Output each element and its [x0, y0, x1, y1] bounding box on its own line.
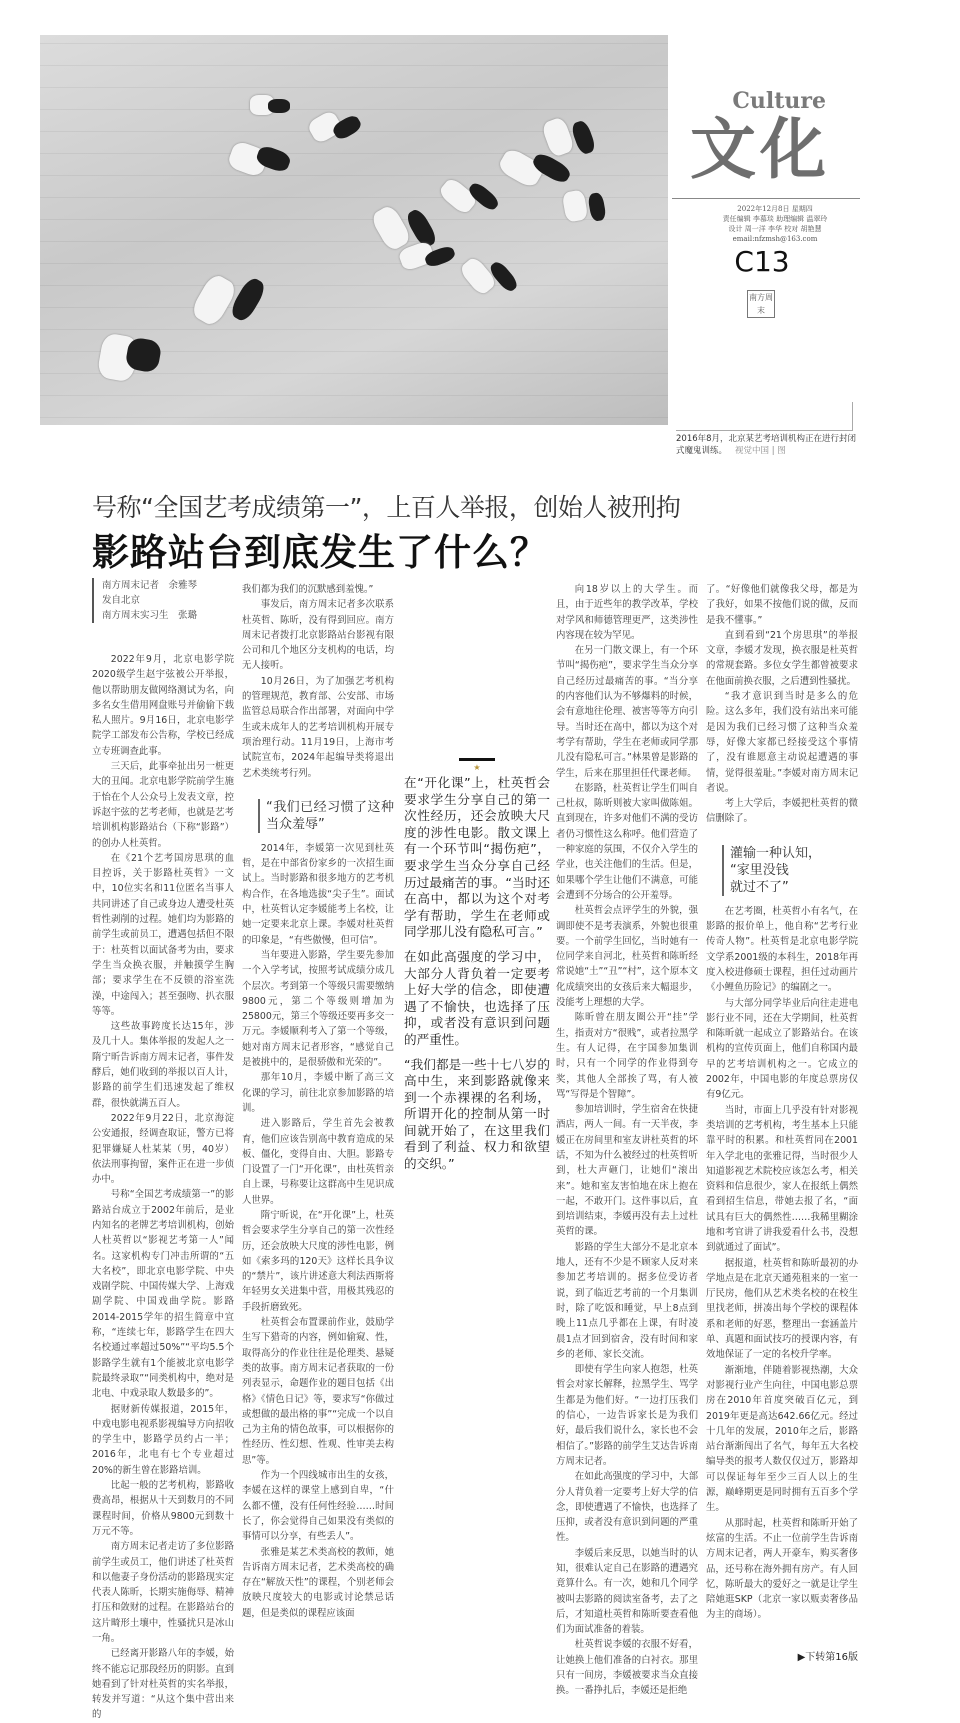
article-paragraph: 10月26日，为了加强艺考机构的管理规范，教育部、公安部、市场监管总局联合作出部署，对面向中学生或未成年人的艺考培训机构开展专项治理行动。11月19日，上海市考试院宣布，2024年起编导类将退出艺术类统考行列。: [242, 675, 394, 779]
article-paragraph: 李媛后来反思，以她当时的认知，很难认定自己在影路的遭遇究竟算什么。有一次，她和几个同学被叫去影路的阅读室备考，去了之后，才知道杜英哲和陈昕要查看他们为面试准备的着装。: [556, 1547, 698, 1636]
floor-plank: [40, 263, 668, 264]
student-figure-dark: [228, 275, 268, 324]
article-paragraph: 考上大学后，李媛把杜英哲的微信删除了。: [706, 798, 858, 825]
student-figure-dark: [570, 119, 597, 156]
student-figure: [562, 189, 589, 222]
pull-quote-paragraph: “我们都是一些十七八岁的高中生，来到影路就像来到一个赤裸裸的名利场，所谓开化的控制从第一时间就开始了，在这里我们看到了利益、权力和欲望的交织。”: [404, 1056, 550, 1172]
byline-dateline: 发自北京: [102, 595, 141, 606]
article-paragraph: 在艺考圈，杜英哲小有名气，在影路的报价单上，他自称“艺考行业传奇人物”。杜英哲是北京电影学院文学系2001级的本科生，2018年再度入校进修硕士课程，担任过动画片《小鲤鱼历险记》的编剧之一。: [706, 905, 858, 994]
pull-quote-paragraph: 在如此高强度的学习中，大部分人背负着一定要考上好大学的信念，即使遭遇了不愉快，也选择了压抑，或者没有意识到问题的严重性。: [404, 948, 550, 1047]
floor-plank: [40, 65, 668, 66]
floor-plank: [40, 329, 668, 330]
photo-credit: 视觉中国 | 图: [735, 446, 786, 456]
article-paragraph: 三天后，此事牵扯出另一桩更大的丑闻。北京电影学院前学生施于怡在个人公众号上发表文章，控诉赵宇弦的艺考老师，也就是艺考培训机构影路站台（下称“影路”）的创办人杜英哲。: [92, 761, 234, 849]
article-paragraph: 在影路，杜英哲让学生们叫自己杜叔，陈昕则被大家叫做陈姐。直到现在，许多对他们不满的受访者仍习惯性这么称呼。他们营造了一种家庭的氛围，不仅介入学生的学业，也关注他们的生活。但是，如果哪个学生让他们不满意，可能会遭到不分场合的公开羞辱。: [556, 782, 698, 901]
floor-plank: [40, 175, 668, 176]
article-paragraph: 2022年9月22日，北京海淀公安通报，经调查取证，警方已将犯罪嫌疑人杜某某（男，40岁）依法刑事拘留，案件正在进一步侦办中。: [92, 1112, 234, 1186]
article-paragraph: 影路的学生大部分不是北京本地人，还有不少是不顾家人反对来参加艺考培训的。据多位受访者说，到了临近艺考前的一个月集训时，除了吃饭和睡觉，早上8点到晚上11点几乎都在上课，有时凌晨1点才回到宿舍，没有时间和家乡的老师、家长交流。: [556, 1241, 698, 1360]
article-paragraph: 陈昕曾在朋友圈公开“挂”学生，指责对方“很贱”，或者拉黑学生。有人记得，在宇国参加集训时，只有一个同学的作业得到夸奖，其他人全部挨了骂，有人被骂“写得是个智障”。: [556, 1012, 698, 1100]
seal-char: 末: [757, 306, 765, 315]
article-paragraph: 在如此高强度的学习中，大部分人背负着一定要考上好大学的信念，即使遭遇了不愉快，也选择了压抑，或者没有意识到问题的严重性。: [556, 1471, 698, 1544]
article-column-3: [556, 582, 698, 1697]
article-paragraph: 据财新传媒报道，2015年，中戏电影电视系影视编导方向招收的学生中，影路学员约占一半；2016年，北电有七个专业超过20%的新生曾在影路培训。: [92, 1403, 234, 1476]
article-paragraph: 南方周末记者走访了多位影路前学生或员工，他们讲述了杜英哲和以他妻子身份活动的影路现实定代表人陈昕，长期实施侮辱、精神打压和敛财的过程。在影路站台的这片畸形土壤中，性骚扰只是冰山一角。: [92, 1541, 234, 1644]
caption-text: 2016年8月，北京某艺考培训机构正在进行封闭式魔鬼训练。: [676, 434, 857, 456]
article-paragraph: 张雅是某艺术类高校的教师，她告诉南方周末记者，艺术类高校的确存在“解放天性”的课程，个别老师会放映尺度较大的电影或讨论禁忌话题，但是类似的课程应该面: [242, 1546, 394, 1619]
article-paragraph: 作为一个四线城市出生的女孩，李媛在这样的课堂上感到自卑，“什么都不懂，没有任何性经验……时间长了，你会觉得自己如果没有类似的事情可以分享，有些丢人”。: [242, 1470, 394, 1543]
article-paragraph: 比起一般的艺考机构，影路收费高昂，根据从十天到数月的不同课程时间，价格从9800元到数十万元不等。: [92, 1480, 234, 1537]
contact-email: email:nfzmsh@163.com: [732, 235, 818, 243]
article-paragraph: 当年要进入影路，学生要先参加一个入学考试，按照考试成绩分成几个层次。考到第一个等级只需要缴纳9800元，第二个等级则增加为25800元，第三个等级还要再多交一万元。李媛顺利考入了第一个等级，她对南方周末记者形容，“感觉自己是被挑中的，是很骄傲和光荣的”。: [242, 949, 394, 1069]
floor-plank: [40, 109, 668, 110]
section-title: 文化: [690, 111, 830, 188]
article-paragraph: 渐渐地，伴随着影视热潮，大众对影视行业产生向往，中国电影总票房在2010年首度突破百亿元，到2019年更是高达642.66亿元。经过十几年的发展，2010年之后，影路站台渐渐闯出了名气，每年五大名校编导类的报考人数仅仅过万，影路却可以保证每年至少三百人以上的生源，巅峰期更是同时拥有五百多个学生。: [706, 1364, 858, 1514]
floor-plank: [40, 307, 668, 308]
article-paragraph: 这些故事跨度长达15年，涉及几十人。集体举报的发起人之一隋宁昕告诉南方周末记者，事件发酵后，她们收到的举报以百人计，影路的前学生们迅速发起了维权群，很快就满五百人。: [92, 1021, 234, 1109]
article-paragraph: 与大部分同学毕业后向往走进电影行业不同，还在大学期间，杜英哲和陈昕就一起成立了影路站台。在该机构的宣传页面上，他们自称国内最早的艺考培训机构之一。它成立的2002年，中国电影的年度总票房仅有9亿元。: [706, 997, 858, 1101]
headline-kicker: 号称“全国艺考成绩第一”，上百人举报，创始人被刑拘: [92, 493, 681, 522]
article-paragraph: 向18岁以上的大学生。而且，由于近些年的教学改革，学校对学风和师德管理更严，这类涉性内容现在较为罕见。: [556, 584, 698, 641]
article-paragraph: 号称“全国艺考成绩第一”的影路站台成立于2002年前后，是业内知名的老牌艺考培训机构，创始人杜英哲以“影视艺考第一人”闻名。这家机构专门冲击所谓的“五大名校”，即北京电影学院、中央戏剧学院、中国传媒大学、上海戏剧学院、中国戏曲学院。影路2014-2015学年的招生简章中宣称，“连续七年，影路学生在四大名校通过率超过50%”“平均5.5个影路学生就有1个能被北京电影学院最终录取”“同类机构中，绝对是北电、中戏录取人数最多的”。: [92, 1189, 234, 1400]
student-figure-dark: [268, 99, 290, 113]
seal-char: 方: [757, 293, 765, 302]
floor-plank: [40, 373, 668, 374]
article-paragraph: 进入影路后，学生首先会被教育，他们应该告别高中教育造成的呆板、僵化，变得自由、大胆。影路专门设置了一门“开化课”，由杜英哲亲自上课，号称要让这群高中生见识成人世界。: [242, 1118, 394, 1206]
floor-plank: [40, 87, 668, 88]
caption-frame: [676, 402, 853, 431]
cover-photo: [40, 35, 668, 425]
floor-plank: [40, 43, 668, 44]
floor-plank: [40, 395, 668, 396]
article-paragraph: 2014年，李媛第一次见到杜英哲，是在中部省份家乡的一次招生面试上。当时影路和很多地方的艺考机构合作，在各地选拔“尖子生”。面试中，杜英哲认定李媛能考上名校，让她一定要来北京上课。李媛对杜英哲的印象是，“有些傲慢，但可信”。: [242, 842, 394, 946]
student-figure: [541, 116, 576, 158]
masthead-divider: [672, 198, 860, 199]
byline-intern: 南方周末实习生 张璐: [102, 610, 198, 621]
article-column-4: [706, 582, 858, 1642]
byline-reporter: 南方周末记者 余雅琴: [102, 580, 198, 591]
article-paragraph: “我才意识到当时是多么的危险。这么多年，我们没有站出来可能是因为我们已经习惯了这种当众羞辱，好像大家都已经接受这个事情了，没有谁愿意主动说起遭遇的事情，觉得很羞耻。”李媛对南方周末记者说。: [706, 691, 858, 794]
article-paragraph: 参加培训时，学生宿舍在快捷酒店，两人一间。有一天半夜，李媛正在房间里和室友讲杜英哲的坏话，不知为什么被经过的杜英哲听到，杜大声砸门，让她们“滚出来”。她和室友害怕地在床上抱在一起，不敢开门。这件事以后，直到培训结束，李媛再没有去上过杜英哲的课。: [556, 1104, 698, 1238]
article-paragraph: 杜英哲会点评学生的外貌，强调即使不是考表演系，外貌也很重要。一个前学生回忆，当时她有一位同学来自河北，杜英哲和陈昕经常说她“土”“丑”“村”，这个原本文化成绩突出的女孩后来大幅退步，没能考上理想的大学。: [556, 905, 698, 1009]
section-label-english: Culture: [732, 88, 826, 114]
section-subhead: “我们已经习惯了这种当众羞辱”: [258, 799, 394, 833]
article-paragraph: 了。“好像他们就像我父母，都是为了我好，如果不按他们说的做，反而是我不懂事。”: [706, 584, 858, 626]
article-paragraph: 事发后，南方周末记者多次联系杜英哲、陈昕，没有得到回应。南方周末记者拨打北京影路站台影视有限公司和几个地区分支机构的电话，均无人接听。: [242, 599, 394, 672]
article-paragraph: 在《21个艺考国房思琪的血目控诉，关于影路杜英哲》一文中，10位实名和11位匿名当事人共同讲述了自己或身边人遭受杜英哲性剥削的过程。她们均为影路的前学生或前员工，遭遇包括但不限于：杜英哲以面试备考为由，要求学生当众换衣服，并触摸学生胸部；要求学生在不反锁的浴室洗澡，中途闯入；甚至强吻、扒衣服等等。: [92, 852, 234, 1017]
headline-main: 影路站台到底发生了什么？: [92, 531, 548, 574]
seal-char: 南: [749, 293, 757, 302]
article-column-1: [92, 652, 234, 1721]
student-figure: [369, 203, 413, 252]
article-paragraph: 杜英哲说李媛的衣服不好看，让她换上他们准备的白衬衣。那里只有一间房，李媛被要求当众直接换。一番挣扎后，李媛还是拒绝: [556, 1639, 698, 1697]
continued-on-page-link[interactable]: ▶下转第16版: [797, 1652, 858, 1663]
floor-plank: [40, 153, 668, 154]
newspaper-seal-logo: [747, 290, 775, 318]
article-paragraph: 我们都为我们的沉默感到羞愧。”: [242, 584, 374, 595]
section-subhead: [722, 845, 858, 896]
masthead-info: [690, 204, 860, 244]
article-paragraph: 直到看到“21个房思琪”的举报文章，李媛才发现，换衣服是杜英哲的常规套路。多位女学生都曾被要求在他面前换衣服，之后遭到性骚扰。: [706, 629, 858, 687]
subhead-line: “家里没钱: [730, 862, 789, 878]
subhead-line: 灌输一种认知，: [730, 845, 822, 861]
article-paragraph: 已经离开影路八年的李媛，始终不能忘记那段经历的阴影。直到她看到了针对杜英哲的实名举报，转发并写道：“从这个集中营出来的: [92, 1648, 234, 1721]
floor-plank: [40, 241, 668, 242]
pull-quote: [404, 758, 550, 1181]
article-paragraph: 在另一门散文课上，有一个环节叫“揭伤疤”，要求学生当众分享自己经历过最痛苦的事。“当分享的内容他们认为不够爆料的时候，会有意地往伦理、被害等等方向引导。当时还在高中，都以为这个对考学有帮助，学生在老师或同学那儿没有隐私可言。”林果曾是影路的学生，后来在那里担任代课老师。: [556, 645, 698, 779]
article-paragraph: 即使有学生向家人抱怨，杜英哲会对家长解释，拉黑学生、骂学生都是为他们好。“一边打压我们的信心，一边告诉家长是为我们好，最后我们说什么，家长也不会相信了。”影路的前学生艾达告诉南方周末记者。: [556, 1364, 698, 1467]
student-figure: [458, 255, 498, 297]
photo-caption: [676, 433, 858, 457]
byline: [92, 578, 242, 623]
pull-quote-paragraph: 在“开化课”上，杜英哲会要求学生分享自己的第一次性经历，还会放映大尺度的涉性电影。散文课上有一个环节叫“揭伤疤”，要求学生当众分享自己经历过最痛苦的事。“当时还在高中，都以为这个对考学有帮助，学生在老师或同学那儿没有隐私可言。”: [404, 775, 550, 940]
article-column-2: [242, 582, 394, 1662]
article-paragraph: 据报道，杜英哲和陈昕最初的办学地点是在北京天通苑租来的一室一厅民房，他们从艺术类名校的在校生里找老师，拼凑出每个学校的课程体系和老师的好恶，整理出一套涵盖片单、真题和面试技巧的授课内容，有效地保证了一定的名校升学率。: [706, 1257, 858, 1361]
article-paragraph: 2022年9月，北京电影学院2020级学生赵宇弦被公开举报，他以帮助朋友做网络测试为名，向多名女生借用网盘账号并偷偷下载私人照片。9月16日，北京电影学院学工部发布公告称，学校已经成立专班调查此事。: [92, 654, 234, 757]
editors-credit: 责任编辑 李慕琰 助理编辑 温翠玲: [722, 215, 828, 223]
design-credit: 设计 周一洋 李华 校对 胡艳慧: [728, 225, 822, 233]
page-number: C13: [734, 245, 790, 278]
article-paragraph: 杜英哲会布置课前作业，鼓励学生写下猎奇的内容，例如偷窥、性，取得高分的作业往往是伦理类、悬疑类的故事。南方周末记者获取的一份列表显示，命题作业的题目包括《出格》《情色日记》等，要求写“你做过或想做的最出格的事”“完成一个以自己为主角的情色故事，可以根据你的性经历、性幻想、性观、性审美去构思”等。: [242, 1317, 394, 1466]
quote-rule: [459, 758, 495, 761]
subhead-line: 就过不了”: [730, 879, 789, 895]
issue-date: 2022年12月8日 星期四: [737, 205, 813, 213]
floor-plank: [40, 285, 668, 286]
article-paragraph: 当时，市面上几乎没有针对影视类培训的艺考机构，考生基本上只能靠平时的积累。和杜英哲同在2001年入学北电的张雅记得，当时很少人知道影视艺术院校应该怎么考，相关资料和信息很少，家人在报纸上偶然看到招生信息，带她去报了名，“面试具有巨大的偶然性……我稀里糊涂地和考官讲了讲我爱看什么书，没想到就通过了面试”。: [706, 1104, 858, 1254]
student-figure: [189, 272, 239, 329]
floor-plank: [40, 417, 668, 418]
seal-char: 周: [765, 293, 773, 302]
star-icon: ★: [473, 763, 481, 772]
article-paragraph: 从那时起，杜英哲和陈昕开始了炫富的生活。不止一位前学生告诉南方周末记者，两人开豪车，购买奢侈品，还号称在海外拥有房产。有人回忆，陈昕最大的爱好之一就是让学生陪她逛SKP（北京一家以贩卖奢侈品为主的商场）。: [706, 1517, 858, 1621]
article-paragraph: 那年10月，李媛中断了高三文化课的学习，前往北京参加影路的培训。: [242, 1072, 394, 1114]
article-paragraph: 隋宁昕说，在“开化课”上，杜英哲会要求学生分享自己的第一次性经历，还会放映大尺度的涉性电影，例如《索多玛的120天》这样长具争议的“禁片”，该片讲述意大利法西斯将年轻男女关进集中营，用极其残忍的手段折磨致死。: [242, 1209, 394, 1313]
